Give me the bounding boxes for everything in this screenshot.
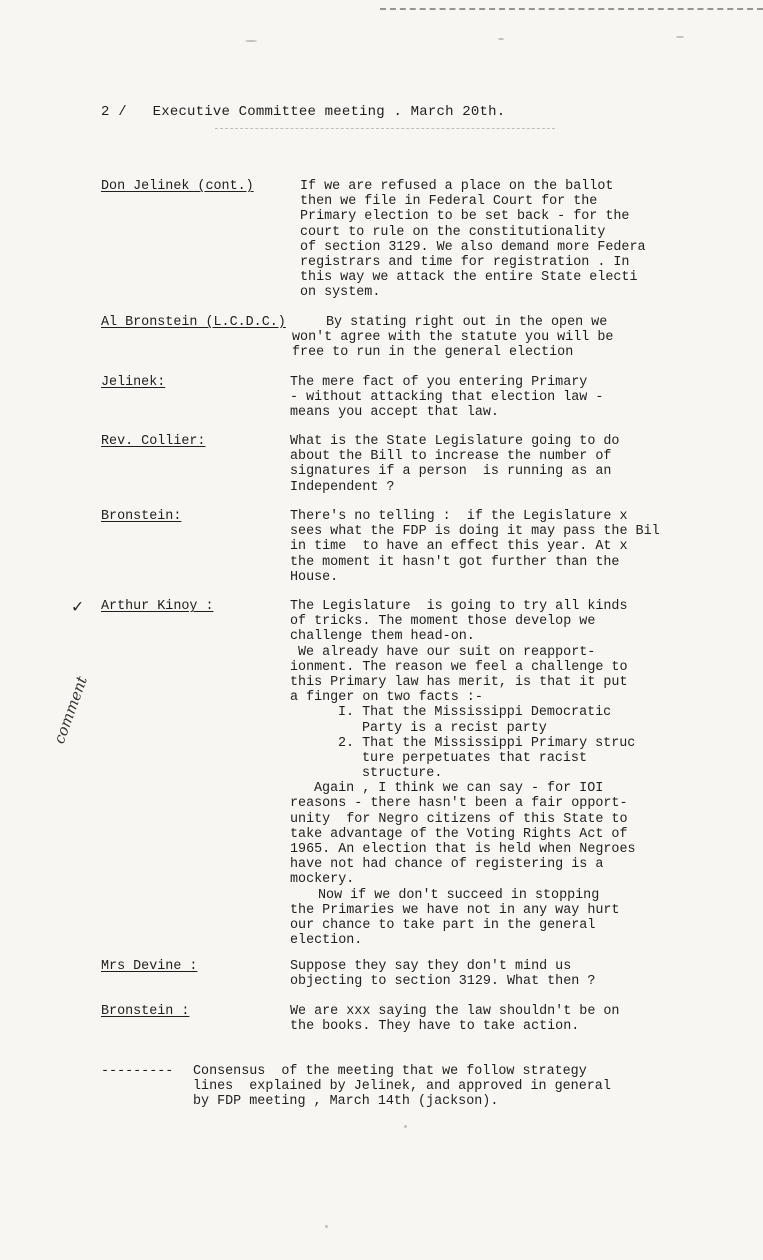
page-header (101, 104, 505, 120)
remark-line: this Primary law has merit, is that it put (290, 674, 628, 690)
handwritten-check-mark: ✓ (72, 598, 83, 618)
remark-line: signatures if a person is running as an (290, 464, 612, 480)
remark-line: the moment it hasn't got further than the (290, 554, 620, 570)
remark-line: By stating right out in the open we (326, 315, 608, 330)
speaker-name: Don Jelinek (cont.) (101, 179, 254, 194)
remark-line: Again , I think we can say - for IOI (314, 781, 604, 797)
remark-line: our chance to take part in the general (290, 917, 596, 933)
scan-speck (676, 36, 684, 38)
remark-line: registrars and time for registration . In (300, 254, 630, 270)
remark-line: The mere fact of you entering Primary (290, 375, 588, 390)
remark-line: objecting to section 3129. What then ? (290, 974, 596, 990)
remark-line: about the Bill to increase the number of (290, 449, 612, 465)
remark-line: then we file in Federal Court for the (300, 194, 598, 210)
speaker-name: Arthur Kinoy : (101, 599, 214, 614)
remark-line: reasons - there hasn't been a fair opport- (290, 796, 628, 812)
remark-line: - without attacking that election law - (290, 390, 604, 406)
remark-line: ionment. The reason we feel a challenge to (290, 659, 628, 675)
remark-line: this way we attack the entire State electi (300, 270, 638, 286)
scan-speck (404, 1125, 407, 1128)
remark-line: If we are refused a place on the ballot (300, 179, 614, 194)
remark-line: Primary election to be set back - for the (300, 209, 630, 225)
speaker-remarks (300, 179, 730, 301)
remark-line: of section 3129. We also demand more Federa (300, 239, 646, 255)
page-title: Executive Committee meeting . March 20th. (152, 104, 506, 120)
scan-speck (245, 40, 257, 42)
remark-line: in time to have an effect this year. At x (290, 539, 628, 555)
speaker-name: Jelinek: (101, 375, 166, 390)
speaker-name: Bronstein: (101, 509, 182, 524)
remark-line: Suppose they say they don't mind us (290, 959, 572, 974)
remark-line: 1965. An election that is held when Negroes (290, 842, 636, 857)
remark-line: structure. (362, 766, 443, 782)
remark-line: unity for Negro citizens of this State to (290, 811, 628, 827)
speaker-remarks (290, 1004, 720, 1034)
remark-line: sees what the FDP is doing it may pass the Bil (290, 524, 660, 540)
remark-line: the books. They have to take action. (290, 1019, 580, 1035)
remark-line: court to rule on the constitutionality (300, 224, 606, 240)
remark-line: a finger on two facts :- (290, 690, 483, 706)
speaker-remarks (290, 375, 720, 421)
remark-line: There's no telling : if the Legislature x (290, 509, 628, 524)
remark-line: challenge them head-on. (290, 629, 475, 645)
remark-line: mockery. (290, 872, 355, 888)
speaker-remarks (290, 959, 720, 989)
consensus-line: lines explained by Jelinek, and approved in general (193, 1079, 611, 1095)
speaker-remarks (290, 434, 720, 495)
speaker-remarks (292, 315, 722, 361)
remark-line: Independent ? (290, 479, 395, 495)
consensus-line: by FDP meeting , March 14th (jackson). (193, 1094, 499, 1110)
remark-line: on system. (300, 285, 381, 301)
consensus-dash: --------- (101, 1064, 174, 1079)
scan-speck (325, 1225, 328, 1228)
consensus-line: Consensus of the meeting that we follow strategy (193, 1064, 587, 1079)
remark-line: We already have our suit on reapport- (298, 644, 596, 660)
remark-line: ture perpetuates that racist (362, 750, 587, 766)
remark-line: means you accept that law. (290, 405, 499, 421)
top-edge-mark (380, 0, 763, 10)
speaker-remarks (290, 599, 720, 948)
page-number: 2 / (101, 104, 127, 120)
remark-line: take advantage of the Voting Rights Act of (290, 826, 628, 842)
remark-line: the Primaries we have not in any way hurt (290, 902, 620, 918)
remark-line: I. That the Mississippi Democratic (338, 705, 612, 721)
handwritten-margin-note: comment (50, 673, 92, 747)
remark-line: won't agree with the statute you will be (292, 330, 614, 346)
header-rule (215, 128, 555, 129)
speaker-remarks (290, 509, 720, 585)
speaker-name: Rev. Collier: (101, 434, 206, 449)
remark-line: What is the State Legislature going to do (290, 434, 620, 449)
speaker-name: Mrs Devine : (101, 959, 198, 974)
remark-line: House. (290, 569, 339, 585)
consensus-text (193, 1064, 693, 1110)
remark-line: have not had chance of registering is a (290, 857, 604, 873)
remark-line: 2. That the Mississippi Primary struc (338, 735, 636, 751)
remark-line: We are xxx saying the law shouldn't be on (290, 1004, 620, 1019)
remark-line: Party is a recist party (362, 720, 547, 736)
remark-line: The Legislature is going to try all kinds (290, 599, 628, 614)
remark-line: Now if we don't succeed in stopping (318, 887, 600, 903)
remark-line: of tricks. The moment those develop we (290, 614, 596, 630)
speaker-name: Bronstein : (101, 1004, 190, 1019)
speaker-name: Al Bronstein (L.C.D.C.) (101, 315, 286, 330)
remark-line: free to run in the general election (292, 345, 574, 361)
scan-speck (498, 38, 504, 40)
remark-line: election. (290, 933, 363, 949)
